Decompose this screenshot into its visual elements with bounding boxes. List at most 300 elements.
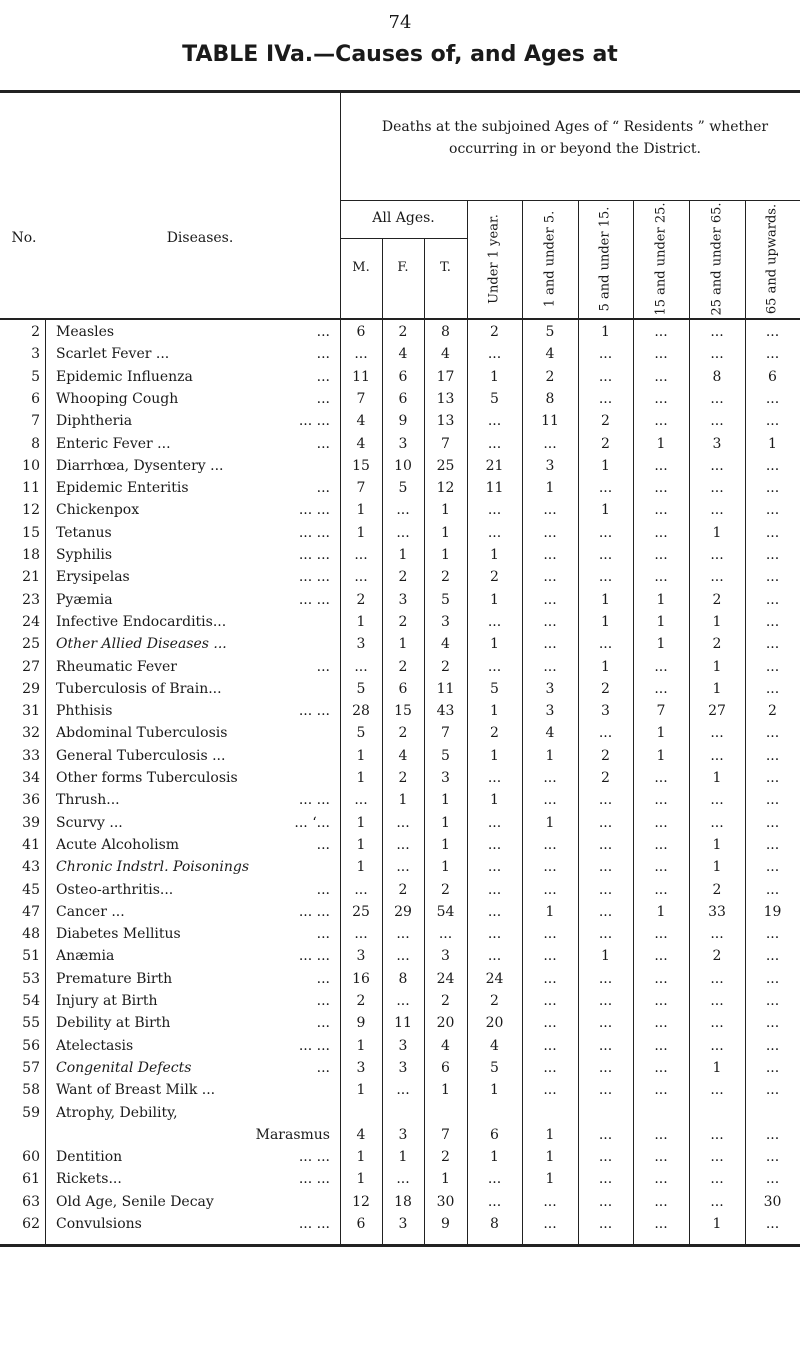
male-count: 2 (356, 993, 366, 1009)
age-15-25-count: ... (654, 770, 668, 786)
male-count: 1 (356, 747, 366, 764)
age-1-5-count: 5 (545, 324, 555, 340)
age-1-5-count: 1 (545, 814, 555, 831)
no-header: No. (11, 230, 37, 246)
female-count: 2 (398, 881, 408, 898)
male-count: 4 (356, 1126, 366, 1143)
age-65-up-count: ... (765, 502, 780, 519)
under-1-count: ... (487, 903, 502, 920)
total-count: 3 (441, 770, 450, 786)
age-25-65-count: 1 (712, 658, 722, 675)
age-65-up-count: ... (765, 613, 780, 630)
total-count: 2 (441, 993, 450, 1009)
age-header-under-1: Under 1 year. (486, 214, 502, 304)
under-1-count: ... (487, 1193, 502, 1210)
total-count: 2 (441, 569, 450, 586)
leader-dots: ... ... (298, 1216, 330, 1232)
row-number: 32 (22, 725, 40, 742)
leader-dots: ... (316, 324, 330, 340)
disease-name: Convulsions (56, 1216, 142, 1232)
age-5-15-count: ... (598, 346, 613, 363)
male-count: 1 (356, 502, 366, 519)
disease-name: Scarlet Fever ... (56, 346, 170, 363)
female-count: ... (396, 1171, 410, 1188)
male-count: ... (354, 547, 368, 563)
row-number: 57 (22, 1059, 40, 1076)
male-count: ... (354, 792, 368, 809)
under-1-count: 2 (490, 324, 499, 340)
age-15-25-count: ... (654, 1171, 668, 1188)
female-count: ... (396, 814, 410, 831)
age-65-up-count: ... (765, 1149, 780, 1166)
female-count: ... (396, 926, 410, 943)
female-count: 18 (394, 1193, 412, 1210)
leader-dots: ... ... (298, 1149, 330, 1166)
male-count: ... (354, 346, 368, 363)
under-1-count: 6 (490, 1126, 499, 1143)
table-row (0, 945, 800, 967)
under-1-count: 11 (485, 480, 504, 497)
male-count: 2 (356, 591, 366, 608)
female-count: 3 (398, 1059, 408, 1076)
under-1-count: 5 (490, 680, 499, 697)
disease-name: Acute Alcoholism (56, 836, 180, 853)
age-1-5-count: ... (543, 524, 557, 541)
age-header-65-up: 65 and upwards. (764, 203, 780, 315)
age-65-up-count: ... (765, 524, 780, 541)
age-25-65-count: ... (710, 1126, 724, 1143)
under-1-count: ... (487, 502, 502, 519)
header-bottom-rule (0, 318, 800, 320)
male-count: ... (354, 926, 368, 943)
female-count: 8 (398, 970, 408, 987)
under-1-count: 1 (490, 1149, 499, 1166)
age-1-5-count: ... (543, 1193, 557, 1210)
age-65-up-count: ... (765, 859, 780, 876)
male-count: 6 (356, 324, 366, 340)
total-count: 3 (441, 613, 450, 630)
age-65-up-count: ... (765, 346, 780, 363)
table-row (0, 544, 800, 566)
male-count: 1 (356, 814, 366, 831)
leader-dots: ... (316, 970, 330, 987)
table-row (0, 856, 800, 878)
row-number: 63 (22, 1193, 40, 1210)
age-5-15-count: ... (598, 926, 613, 943)
under-1-count: ... (487, 524, 502, 541)
female-count: 15 (394, 703, 412, 720)
row-number: 33 (22, 747, 40, 764)
age-25-65-count: 8 (712, 368, 722, 385)
leader-dots: ... (316, 346, 330, 363)
disease-name-continued: Marasmus (255, 1126, 330, 1143)
female-count: 2 (398, 658, 408, 675)
total-count: 4 (441, 346, 450, 363)
leader-dots: ... ‘... (294, 814, 330, 831)
female-count: ... (396, 993, 410, 1009)
age-65-up-count: ... (765, 970, 780, 987)
age-25-65-count: ... (710, 1149, 724, 1166)
disease-name: Anæmia (56, 948, 115, 965)
age-1-5-count: ... (543, 859, 557, 876)
leader-dots: ... (316, 836, 330, 853)
table-row (0, 611, 800, 633)
age-65-up-count: ... (765, 680, 780, 697)
age-5-15-count: ... (598, 1037, 613, 1054)
disease-name: Old Age, Senile Decay (56, 1193, 214, 1210)
age-65-up-count: ... (765, 457, 780, 474)
row-number: 7 (31, 413, 40, 430)
table-row (0, 879, 800, 901)
disease-name: Other forms Tuberculosis (56, 770, 238, 786)
age-1-5-count: ... (543, 613, 557, 630)
age-5-15-count: 1 (601, 591, 610, 608)
female-count: 6 (398, 680, 408, 697)
age-1-5-count: ... (543, 1059, 557, 1076)
age-25-65-count: ... (710, 725, 724, 742)
male-count: 1 (356, 613, 366, 630)
age-1-5-count: ... (543, 547, 557, 563)
table-row (0, 722, 800, 744)
age-15-25-count: ... (654, 457, 668, 474)
total-count: 5 (441, 591, 450, 608)
age-5-15-count: ... (598, 569, 613, 586)
age-1-5-count: 1 (545, 1149, 555, 1166)
age-25-65-count: 2 (712, 591, 722, 608)
age-15-25-count: 1 (656, 903, 666, 920)
age-65-up-count: ... (765, 480, 780, 497)
table-row (0, 678, 800, 700)
age-1-5-count: ... (543, 770, 557, 786)
table-title: TABLE IVa.—Causes of, and Ages at (182, 42, 618, 67)
under-1-count: 24 (485, 970, 504, 987)
age-25-65-count: ... (710, 1015, 724, 1032)
disease-name: Whooping Cough (56, 390, 179, 407)
disease-name: Enteric Fever ... (56, 435, 171, 452)
table-row (0, 433, 800, 455)
age-1-5-count: 1 (545, 903, 555, 920)
age-1-5-count: ... (543, 792, 557, 809)
under-1-count: 1 (490, 703, 499, 720)
age-header-15-25: 15 and under 25. (653, 202, 669, 316)
table-row (0, 589, 800, 611)
row-number: 41 (22, 836, 40, 853)
under-1-count: ... (487, 859, 502, 876)
leader-dots: ... (316, 435, 330, 452)
age-65-up-count: ... (765, 770, 780, 786)
disease-name: Pyæmia (56, 591, 113, 608)
male-count: 16 (352, 970, 370, 987)
disease-name: Congenital Defects (56, 1059, 192, 1076)
under-1-count: 2 (490, 993, 499, 1009)
total-count: 1 (441, 859, 450, 876)
male-count: 5 (356, 680, 366, 697)
age-1-5-count: ... (543, 502, 557, 519)
under-1-count: ... (487, 881, 502, 898)
row-number: 54 (22, 993, 40, 1009)
under-1-count: ... (487, 613, 502, 630)
leader-dots: ... ... (298, 502, 330, 519)
disease-name: Epidemic Influenza (56, 368, 193, 385)
male-count: 3 (356, 636, 366, 653)
total-count: 5 (441, 747, 450, 764)
age-1-5-count: 11 (541, 413, 559, 430)
leader-dots: ... ... (298, 792, 330, 809)
age-15-25-count: ... (654, 547, 668, 563)
age-15-25-count: 7 (656, 703, 666, 720)
age-65-up-count: ... (765, 1082, 780, 1099)
age-15-25-count: ... (654, 993, 668, 1009)
female-count: 2 (398, 770, 408, 786)
row-number: 6 (31, 390, 40, 407)
leader-dots: ... (316, 658, 330, 675)
total-count: 1 (441, 836, 450, 853)
total-count: 7 (441, 435, 450, 452)
row-number: 47 (22, 903, 40, 920)
age-1-5-count: ... (543, 591, 557, 608)
row-number: 53 (22, 970, 40, 987)
age-1-5-count: 1 (545, 1126, 555, 1143)
leader-dots: ... ... (298, 524, 330, 541)
row-number: 51 (22, 948, 40, 965)
age-65-up-count: ... (765, 836, 780, 853)
total-count: 13 (436, 390, 455, 407)
male-count: 6 (356, 1216, 366, 1232)
age-65-up-count: 1 (768, 435, 777, 452)
age-25-65-count: 1 (712, 680, 722, 697)
total-count: 1 (441, 1082, 450, 1099)
row-number: 62 (22, 1216, 40, 1232)
table-row (0, 522, 800, 544)
total-count: 3 (441, 948, 450, 965)
age-15-25-count: ... (654, 524, 668, 541)
age-1-5-count: ... (543, 1082, 557, 1099)
leader-dots: ... (316, 881, 330, 898)
age-5-15-count: 3 (601, 703, 610, 720)
male-count: 4 (356, 413, 366, 430)
female-count: 2 (398, 725, 408, 742)
row-number: 11 (22, 480, 40, 497)
table-row (0, 745, 800, 767)
under-1-count: 1 (490, 747, 499, 764)
age-15-25-count: ... (654, 502, 668, 519)
row-number: 5 (31, 368, 40, 385)
row-number: 45 (22, 881, 40, 898)
age-5-15-count: ... (598, 1126, 613, 1143)
f-header: F. (397, 260, 409, 275)
table-row (0, 1213, 800, 1235)
row-number: 12 (22, 502, 40, 519)
disease-name: Infective Endocarditis... (56, 613, 227, 630)
total-count: 2 (441, 881, 450, 898)
age-1-5-count: 3 (545, 680, 555, 697)
table-top-rule (0, 90, 800, 93)
age-25-65-count: 1 (712, 613, 722, 630)
female-count: ... (396, 502, 410, 519)
age-65-up-count: ... (765, 324, 780, 340)
male-count: 1 (356, 1082, 366, 1099)
age-65-up-count: ... (765, 1015, 780, 1032)
age-header-5-15: 5 and under 15. (597, 206, 613, 312)
total-count: 4 (441, 1037, 450, 1054)
disease-name: Abdominal Tuberculosis (56, 725, 228, 742)
male-count: 1 (356, 1171, 366, 1188)
age-65-up-count: ... (765, 792, 780, 809)
age-65-up-count: ... (765, 413, 780, 430)
age-25-65-count: ... (710, 1193, 724, 1210)
female-count: 1 (398, 547, 408, 563)
row-number: 56 (22, 1037, 40, 1054)
table-row (0, 923, 800, 945)
female-count: 11 (394, 1015, 412, 1032)
total-count: 1 (441, 524, 450, 541)
female-count: 1 (398, 792, 408, 809)
age-15-25-count: ... (654, 1149, 668, 1166)
female-count: 1 (398, 1149, 408, 1166)
age-25-65-count: ... (710, 346, 724, 363)
under-1-count: 1 (490, 591, 499, 608)
age-65-up-count: ... (765, 993, 780, 1009)
male-count: ... (354, 881, 368, 898)
row-number: 2 (31, 324, 40, 340)
female-count: 2 (398, 324, 408, 340)
age-15-25-count: ... (654, 480, 668, 497)
age-25-65-count: 3 (712, 435, 722, 452)
table-row (0, 343, 800, 365)
male-count: 28 (352, 703, 370, 720)
age-65-up-count: ... (765, 747, 780, 764)
female-count: 2 (398, 569, 408, 586)
row-number: 59 (22, 1104, 40, 1121)
leader-dots: ... (316, 1015, 330, 1032)
table-row (0, 1146, 800, 1168)
male-count: 3 (356, 948, 366, 965)
total-count: 1 (441, 1171, 450, 1188)
age-65-up-count: 6 (768, 368, 777, 385)
age-15-25-count: ... (654, 1126, 668, 1143)
age-15-25-count: ... (654, 792, 668, 809)
age-25-65-count: 2 (712, 881, 722, 898)
table-row (0, 812, 800, 834)
total-count: 13 (436, 413, 455, 430)
male-count: 7 (356, 480, 366, 497)
table-row (0, 789, 800, 811)
leader-dots: ... (316, 480, 330, 497)
leader-dots: ... ... (298, 569, 330, 586)
row-number: 58 (22, 1082, 40, 1099)
age-1-5-count: ... (543, 970, 557, 987)
m-header: M. (352, 260, 370, 275)
disease-name: Tuberculosis of Brain... (56, 680, 222, 697)
table-row (0, 990, 800, 1012)
under-1-count: 4 (490, 1037, 499, 1054)
age-1-5-count: 3 (545, 703, 555, 720)
age-15-25-count: ... (654, 970, 668, 987)
table-row (0, 366, 800, 388)
age-5-15-count: ... (598, 1082, 613, 1099)
age-5-15-count: 2 (601, 747, 610, 764)
age-5-15-count: 1 (601, 948, 610, 965)
table-row (0, 455, 800, 477)
table-row (0, 1168, 800, 1190)
age-5-15-count: ... (598, 368, 613, 385)
table-row (0, 1035, 800, 1057)
female-count: 5 (398, 480, 408, 497)
disease-name: Atrophy, Debility, (56, 1104, 178, 1121)
under-1-count: ... (487, 814, 502, 831)
male-count: 7 (356, 390, 366, 407)
age-25-65-count: 1 (712, 836, 722, 853)
disease-name: Want of Breast Milk ... (56, 1082, 216, 1099)
age-65-up-count: 30 (763, 1193, 782, 1210)
age-1-5-count: ... (543, 658, 557, 675)
age-1-5-count: 3 (545, 457, 555, 474)
female-count: 6 (398, 368, 408, 385)
total-count: 1 (441, 502, 450, 519)
age-1-5-count: ... (543, 926, 557, 943)
age-25-65-count: ... (710, 547, 724, 563)
total-count: 1 (441, 792, 450, 809)
disease-name: Rickets... (56, 1171, 122, 1188)
age-5-15-count: ... (598, 1015, 613, 1032)
age-15-25-count: ... (654, 680, 668, 697)
row-number: 24 (22, 613, 40, 630)
age-5-15-count: ... (598, 1216, 613, 1232)
row-number: 10 (22, 457, 40, 474)
under-1-count: ... (487, 948, 502, 965)
age-5-15-count: ... (598, 836, 613, 853)
age-15-25-count: ... (654, 948, 668, 965)
age-25-65-count: ... (710, 569, 724, 586)
total-count: 9 (441, 1216, 450, 1232)
disease-name: Osteo-arthritis... (56, 881, 174, 898)
age-header-1-5: 1 and under 5. (542, 210, 558, 308)
total-count: 7 (441, 725, 450, 742)
age-65-up-count: ... (765, 1037, 780, 1054)
under-1-count: ... (487, 836, 502, 853)
age-25-65-count: ... (710, 390, 724, 407)
table-row (0, 901, 800, 923)
age-15-25-count: ... (654, 859, 668, 876)
age-1-5-count: 4 (545, 725, 555, 742)
under-1-count: 8 (490, 1216, 499, 1232)
row-number: 3 (31, 346, 40, 363)
age-25-65-count: ... (710, 1082, 724, 1099)
age-15-25-count: ... (654, 390, 668, 407)
table-row (0, 321, 800, 343)
total-count: 12 (436, 480, 455, 497)
male-count: 1 (356, 1149, 366, 1166)
female-count: 3 (398, 1216, 408, 1232)
total-count: 1 (441, 814, 450, 831)
age-1-5-count: 2 (545, 368, 555, 385)
age-25-65-count: 1 (712, 859, 722, 876)
leader-dots: ... (316, 368, 330, 385)
age-15-25-count: 1 (656, 747, 666, 764)
age-5-15-count: ... (598, 970, 613, 987)
table-row (0, 633, 800, 655)
age-1-5-count: ... (543, 435, 557, 452)
female-count: 3 (398, 435, 408, 452)
row-number: 29 (22, 680, 40, 697)
leader-dots: ... (316, 993, 330, 1009)
female-count: ... (396, 859, 410, 876)
age-65-up-count: ... (765, 591, 780, 608)
age-15-25-count: ... (654, 1193, 668, 1210)
age-5-15-count: ... (598, 993, 613, 1009)
age-25-65-count: 2 (712, 948, 722, 965)
age-15-25-count: ... (654, 1037, 668, 1054)
